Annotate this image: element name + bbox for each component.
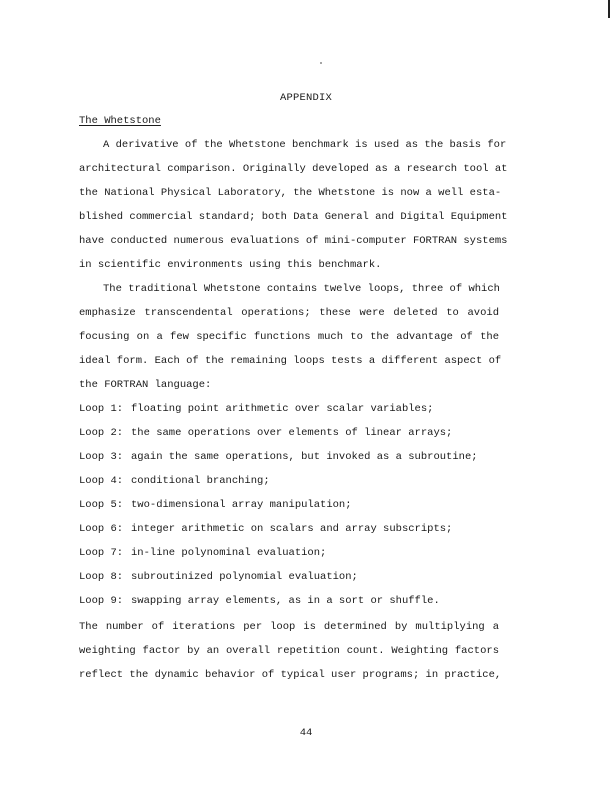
loop-item (79, 546, 326, 560)
loop-label: Loop 4: (79, 475, 124, 487)
loop-item (79, 522, 452, 536)
section-title: The Whetstone (79, 115, 161, 127)
loop-label: Loop 5: (79, 499, 124, 511)
loop-label: Loop 3: (79, 451, 124, 463)
paragraph-2-line: the FORTRAN language: (79, 379, 212, 391)
loop-description: conditional branching; (131, 475, 270, 487)
paragraph-1-line: blished commercial standard; both Data General and Digital Equipment (79, 211, 508, 223)
loop-label: Loop 1: (79, 403, 124, 415)
loop-item (79, 570, 358, 584)
paragraph-1-line: in scientific environments using this benchmark. (79, 259, 382, 271)
appendix-heading: APPENDIX (279, 92, 332, 104)
loop-label: Loop 9: (79, 595, 124, 607)
loop-item (79, 450, 478, 464)
loop-item (79, 594, 440, 608)
loop-description: floating point arithmetic over scalar variables; (131, 403, 434, 415)
loop-description: integer arithmetic on scalars and array subscripts; (131, 523, 453, 535)
paragraph-2-line: emphasize transcendental operations; these were deleted to avoid (79, 307, 499, 319)
paragraph-3-line: The number of iterations per loop is determined by multiplying a (79, 621, 499, 633)
loop-item (79, 498, 352, 512)
paragraph-3-line: weighting factor by an overall repetition count. Weighting factors (79, 645, 499, 657)
loop-description: the same operations over elements of linear arrays; (131, 427, 453, 439)
page-number: 44 (299, 727, 313, 739)
loop-description: swapping array elements, as in a sort or shuffle. (131, 595, 440, 607)
scan-edge-mark (608, 0, 610, 18)
paragraph-2-line: ideal form. Each of the remaining loops tests a different aspect of (79, 355, 502, 367)
paragraph-1-line: architectural comparison. Originally developed as a research tool at (79, 163, 508, 175)
paragraph-1-line: A derivative of the Whetstone benchmark is used as the basis for (103, 139, 507, 151)
scan-speck (320, 62, 322, 64)
loop-label: Loop 7: (79, 547, 124, 559)
paragraph-3-line: reflect the dynamic behavior of typical user programs; in practice, (79, 669, 502, 681)
loop-item (79, 474, 270, 488)
loop-label: Loop 8: (79, 571, 124, 583)
paragraph-2-line: The traditional Whetstone contains twelve loops, three of which (103, 283, 500, 295)
paragraph-1-line: the National Physical Laboratory, the Whetstone is now a well esta- (79, 187, 502, 199)
loop-description: in-line polynominal evaluation; (131, 547, 327, 559)
loop-item (79, 402, 433, 416)
paragraph-2-line: focusing on a few specific functions much to the advantage of the (79, 331, 499, 343)
loop-description: again the same operations, but invoked as a subroutine; (131, 451, 478, 463)
loop-description: two-dimensional array manipulation; (131, 499, 352, 511)
loop-label: Loop 2: (79, 427, 124, 439)
loop-label: Loop 6: (79, 523, 124, 535)
paragraph-1-line: have conducted numerous evaluations of mini-computer FORTRAN systems (79, 235, 508, 247)
loop-item (79, 426, 452, 440)
loop-description: subroutinized polynomial evaluation; (131, 571, 358, 583)
